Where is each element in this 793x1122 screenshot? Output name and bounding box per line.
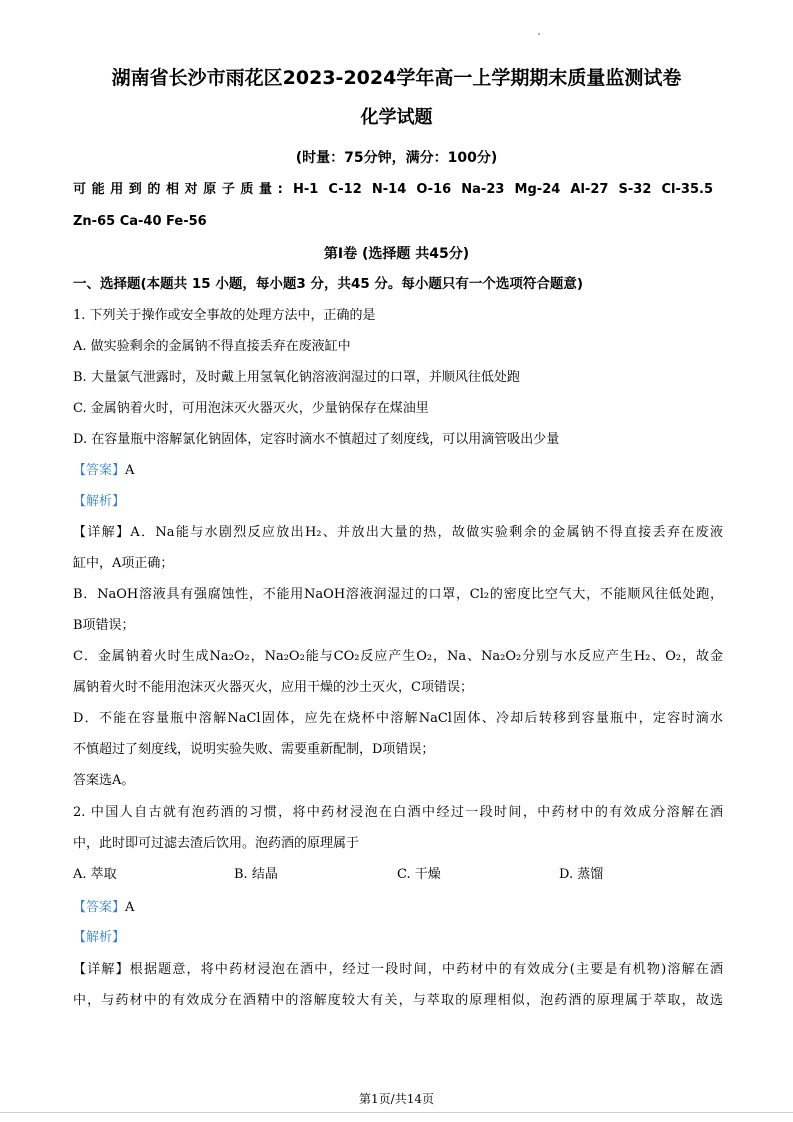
q1-detail-line: B．NaOH溶液具有强腐蚀性，不能用NaOH溶液润湿过的口罩，Cl₂的密度比空气大，不能顺风往低处跑， — [73, 587, 723, 602]
q1-option-d: D. 在容量瓶中溶解氯化钠固体，定容时滴水不慎超过了刻度线，可以用滴管吸出少量 — [73, 432, 560, 447]
stray-dot — [538, 33, 540, 35]
q1-detail-line: B项错误； — [73, 618, 135, 633]
q1-detail-line: D．不能在容量瓶中溶解NaCl固体，应先在烧杯中溶解NaCl固体、冷却后转移到容量瓶中，定容时滴水 — [73, 711, 723, 726]
q1-option-b: B. 大量氯气泄露时，及时戴上用氢氧化钠溶液润湿过的口罩，并顺风往低处跑 — [73, 370, 520, 385]
exam-title: 湖南省长沙市雨花区2023-2024学年高一上学期期末质量监测试卷 — [111, 67, 682, 89]
q1-detail-line: C．金属钠着火时生成Na₂O₂，Na₂O₂能与CO₂反应产生O₂，Na、Na₂O₂分别与水反应产生H₂、O₂，故金 — [73, 649, 723, 664]
answer-tag: 【答案】 — [73, 463, 126, 478]
q1-detail-line: 属钠着火时不能用泡沫灭火器灭火，应用干燥的沙土灭火，C项错误； — [73, 680, 473, 695]
detail-tag: 【详解】 — [73, 525, 131, 540]
page-number: 第1页/共14页 — [359, 1092, 434, 1106]
footer-divider — [0, 1112, 793, 1113]
q2-analysis — [73, 930, 723, 946]
q2-option-d: D. 蒸馏 — [559, 867, 604, 882]
q1-analysis — [73, 494, 723, 510]
q2-stem-line: 2. 中国人自古就有泡药酒的习惯，将中药材浸泡在白酒中经过一段时间，中药材中的有效成分溶解在酒 — [73, 805, 723, 820]
q1-detail-line: 缸中，A项正确； — [73, 556, 174, 571]
q1-option-c: C. 金属钠着火时，可用泡沫灭火器灭火，少量钠保存在煤油里 — [73, 401, 429, 416]
q1-stem: 1. 下列关于操作或安全事故的处理方法中，正确的是 — [73, 308, 376, 323]
atomic-mass-line-1: 可能用到的相对原子质量: H-1 C-12 N-14 O-16 Na-23 Mg-24 Al-27 S-32 Cl-35.5 — [73, 182, 713, 197]
analysis-tag: 【解析】 — [73, 494, 126, 509]
q1-detail-line — [73, 525, 723, 541]
detail-tag: 【详解】 — [73, 962, 130, 977]
q2-option-c: C. 干燥 — [397, 867, 441, 882]
answer-value: A — [125, 900, 135, 915]
q2-option-b: B. 结晶 — [234, 867, 278, 882]
atomic-mass-line-2: Zn-65 Ca-40 Fe-56 — [73, 214, 207, 229]
q2-stem-line: 中，此时即可过滤去渣后饮用。泡药酒的原理属于 — [73, 836, 360, 851]
analysis-tag: 【解析】 — [73, 930, 126, 945]
instructions: 一、选择题(本题共 15 小题，每小题3 分，共45 分。每小题只有一个选项符合题意) — [73, 276, 584, 292]
answer-tag: 【答案】 — [73, 900, 126, 915]
q2-option-a: A. 萃取 — [73, 867, 117, 882]
q1-detail-line: 不慎超过了刻度线，说明实验失败、需要重新配制，D项错误； — [73, 742, 435, 757]
time-info: (时量：75分钟，满分：100分) — [295, 150, 498, 166]
detail-text: 根据题意，将中药材浸泡在酒中，经过一段时间，中药材中的有效成分(主要是有机物)溶解在酒 — [129, 962, 723, 977]
section-heading: 第Ⅰ卷 (选择题 共45分) — [323, 246, 470, 262]
q2-detail-line: 中，与药材中的有效成分在酒精中的溶解度较大有关，与萃取的原理相似，泡药酒的原理属于萃取，故选 — [73, 993, 723, 1008]
q1-answer — [73, 463, 723, 479]
q2-answer — [73, 900, 723, 916]
q2-detail-line — [73, 962, 723, 978]
q1-detail-line: 答案选A。 — [73, 773, 135, 788]
detail-text: A．Na能与水剧烈反应放出H₂、并放出大量的热，故做实验剩余的金属钠不得直接丢弃在废液 — [130, 525, 723, 540]
q1-option-a: A. 做实验剩余的金属钠不得直接丢弃在废液缸中 — [73, 339, 351, 354]
answer-value: A — [125, 463, 135, 478]
subject-title: 化学试题 — [360, 107, 433, 128]
